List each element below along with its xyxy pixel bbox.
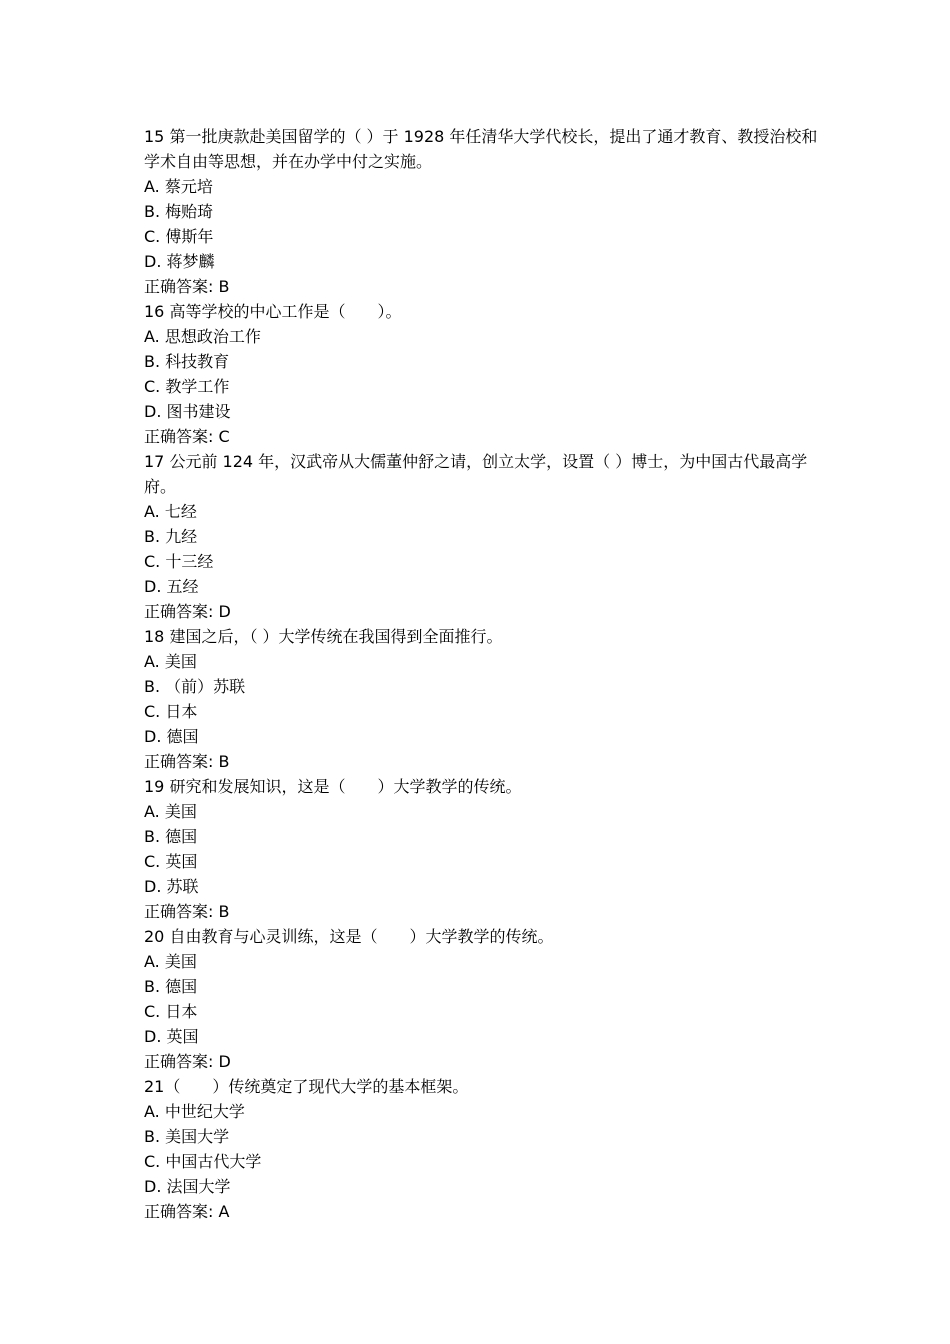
question-stem: 21（ ）传统奠定了现代大学的基本框架。	[144, 1077, 469, 1096]
question-stem: 18 建国之后，（ ）大学传统在我国得到全面推行。	[144, 627, 503, 646]
option-c: C. 英国	[144, 852, 198, 871]
question-19	[144, 774, 824, 924]
option-b: B. 美国大学	[144, 1127, 230, 1146]
question-16	[144, 299, 824, 449]
option-b: B. 梅贻琦	[144, 202, 214, 221]
option-d: D. 苏联	[144, 877, 199, 896]
correct-answer: 正确答案: D	[144, 602, 231, 621]
question-stem: 20 自由教育与心灵训练，这是（ ）大学教学的传统。	[144, 927, 554, 946]
option-a: A. 美国	[144, 652, 197, 671]
document-page	[144, 124, 824, 1224]
correct-answer: 正确答案: D	[144, 1052, 231, 1071]
option-a: A. 思想政治工作	[144, 327, 261, 346]
correct-answer: 正确答案: B	[144, 752, 230, 771]
option-c: C. 中国古代大学	[144, 1152, 262, 1171]
question-stem: 17 公元前 124 年，汉武帝从大儒董仲舒之请，创立太学，设置（ ）博士，为中国古代最高学府。	[144, 452, 808, 496]
option-a: A. 中世纪大学	[144, 1102, 245, 1121]
correct-answer: 正确答案: A	[144, 1202, 230, 1221]
option-c: C. 日本	[144, 702, 198, 721]
option-c: C. 教学工作	[144, 377, 230, 396]
option-d: D. 英国	[144, 1027, 199, 1046]
option-b: B. 九经	[144, 527, 198, 546]
question-stem: 16 高等学校的中心工作是（ ）。	[144, 302, 402, 321]
option-a: A. 美国	[144, 952, 197, 971]
correct-answer: 正确答案: C	[144, 427, 230, 446]
option-b: B. 德国	[144, 827, 198, 846]
question-20	[144, 924, 824, 1074]
correct-answer: 正确答案: B	[144, 277, 230, 296]
option-b: B. 德国	[144, 977, 198, 996]
correct-answer: 正确答案: B	[144, 902, 230, 921]
option-b: B. 科技教育	[144, 352, 230, 371]
question-stem: 15 第一批庚款赴美国留学的（ ）于 1928 年任清华大学代校长，提出了通才教育、教授治校和学术自由等思想，并在办学中付之实施。	[144, 127, 818, 171]
question-stem: 19 研究和发展知识，这是（ ）大学教学的传统。	[144, 777, 522, 796]
option-b: B. （前）苏联	[144, 677, 246, 696]
question-15	[144, 124, 824, 299]
option-c: C. 十三经	[144, 552, 214, 571]
option-d: D. 蒋梦麟	[144, 252, 215, 271]
question-21	[144, 1074, 824, 1224]
option-a: A. 七经	[144, 502, 197, 521]
option-c: C. 傅斯年	[144, 227, 214, 246]
option-d: D. 法国大学	[144, 1177, 231, 1196]
option-d: D. 五经	[144, 577, 199, 596]
question-18	[144, 624, 824, 774]
option-d: D. 图书建设	[144, 402, 231, 421]
option-c: C. 日本	[144, 1002, 198, 1021]
question-17	[144, 449, 824, 624]
option-a: A. 美国	[144, 802, 197, 821]
option-d: D. 德国	[144, 727, 199, 746]
option-a: A. 蔡元培	[144, 177, 213, 196]
